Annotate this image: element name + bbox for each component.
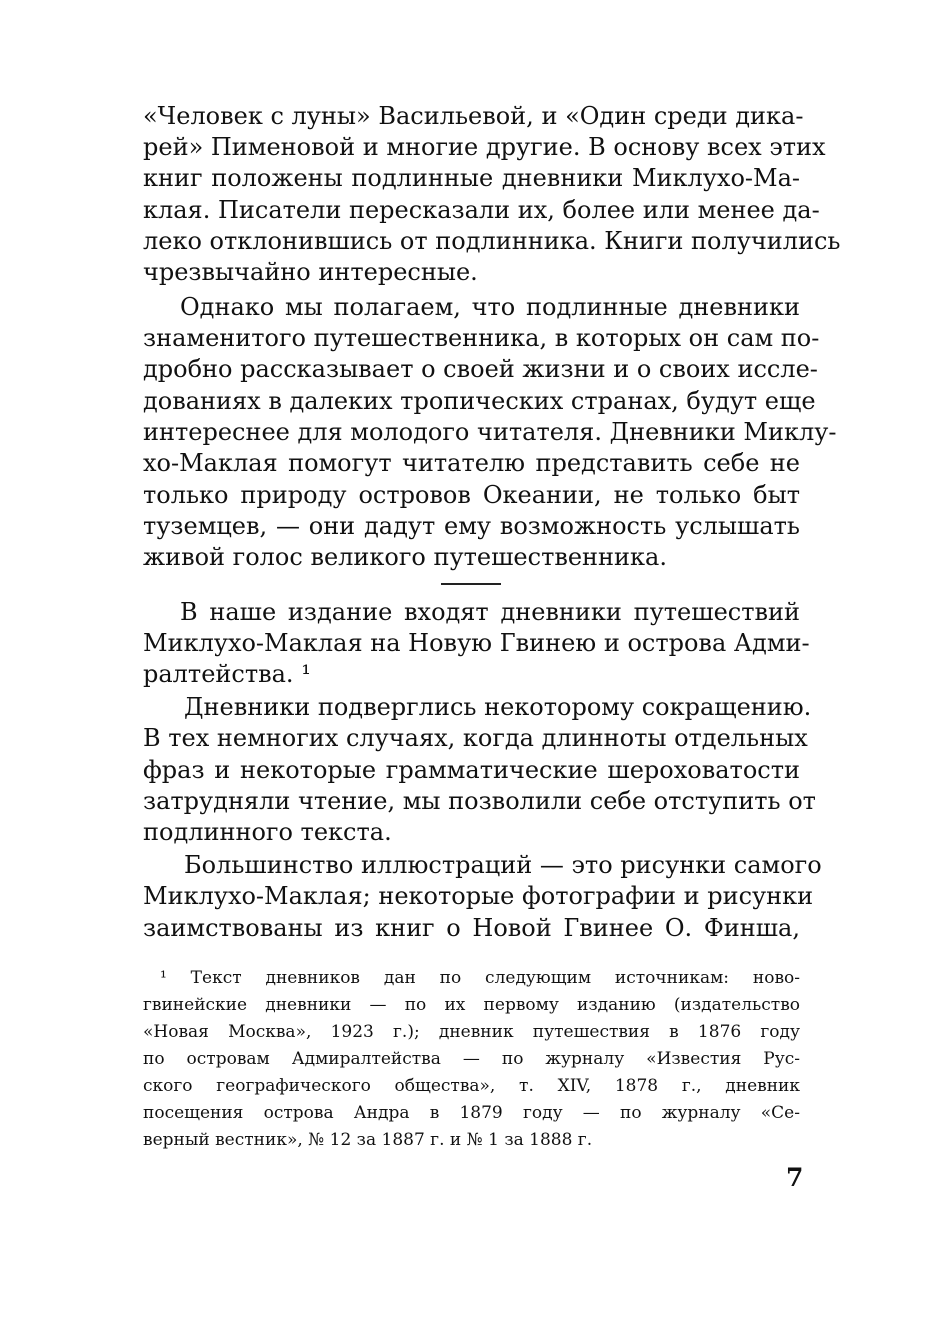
text-line: В тех немногих случаях, когда длинноты отдельных	[143, 724, 808, 752]
footnote-line: ского географического общества», т. XIV, 1878 г., дневник	[143, 1076, 800, 1096]
text-line: туземцев, — они дадут ему возможность услышать	[143, 512, 800, 540]
text-line: Миклухо-Маклая; некоторые фотографии и рисунки	[143, 882, 814, 910]
text-line: «Человек с луны» Васильевой, и «Один среди дика-	[143, 102, 804, 130]
text-line: затрудняли чтение, мы позволили себе отступить от	[143, 787, 816, 815]
text-line: фраз и некоторые грамматические шероховатости	[143, 756, 800, 784]
footnote-line: гвинейские дневники — по их первому изданию (издательство	[143, 995, 800, 1015]
section-divider	[441, 583, 501, 585]
page-number: 7	[786, 1163, 804, 1192]
text-line: интереснее для молодого читателя. Дневники Миклу-	[143, 418, 837, 446]
footnote-line: ¹ Текст дневников дан по следующим источникам: ново-	[160, 968, 800, 988]
text-line: знаменитого путешественника, в которых он сам по-	[143, 324, 820, 352]
text-line: Однако мы полагаем, что подлинные дневники	[180, 293, 800, 321]
text-line: клая. Писатели пересказали их, более или менее да-	[143, 196, 820, 224]
text-line: книг положены подлинные дневники Миклухо-Ма-	[143, 164, 800, 192]
text-line: хо-Маклая помогут читателю представить себе не	[143, 449, 800, 477]
text-line: дованиях в далеких тропических странах, будут еще	[143, 387, 816, 415]
text-line: чрезвычайно интересные.	[143, 258, 478, 286]
footnote-line: «Новая Москва», 1923 г.); дневник путешествия в 1876 году	[143, 1022, 800, 1042]
text-line: живой голос великого путешественника.	[143, 543, 667, 571]
text-line: Миклухо-Маклая на Новую Гвинею и острова Адми-	[143, 629, 810, 657]
text-line: леко отклонившись от подлинника. Книги получились	[143, 227, 841, 255]
text-line: рей» Пименовой и многие другие. В основу всех этих	[143, 133, 826, 161]
text-line: дробно рассказывает о своей жизни и о своих иссле-	[143, 355, 818, 383]
text-line: ралтейства. ¹	[143, 660, 311, 688]
text-line: Дневники подверглись некоторому сокращению.	[184, 693, 812, 721]
text-line: Большинство иллюстраций — это рисунки самого	[184, 851, 822, 879]
text-line: подлинного текста.	[143, 818, 392, 846]
footnote-line: верный вестник», № 12 за 1887 г. и № 1 за 1888 г.	[143, 1130, 593, 1150]
text-line: только природу островов Океании, не только быт	[143, 481, 800, 509]
text-line: заимствованы из книг о Новой Гвинее О. Финша,	[143, 914, 800, 942]
text-line: В наше издание входят дневники путешествий	[180, 598, 800, 626]
footnote-line: по островам Адмиралтейства — по журналу «Известия Рус-	[143, 1049, 800, 1069]
footnote-line: посещения острова Андра в 1879 году — по журналу «Се-	[143, 1103, 800, 1123]
